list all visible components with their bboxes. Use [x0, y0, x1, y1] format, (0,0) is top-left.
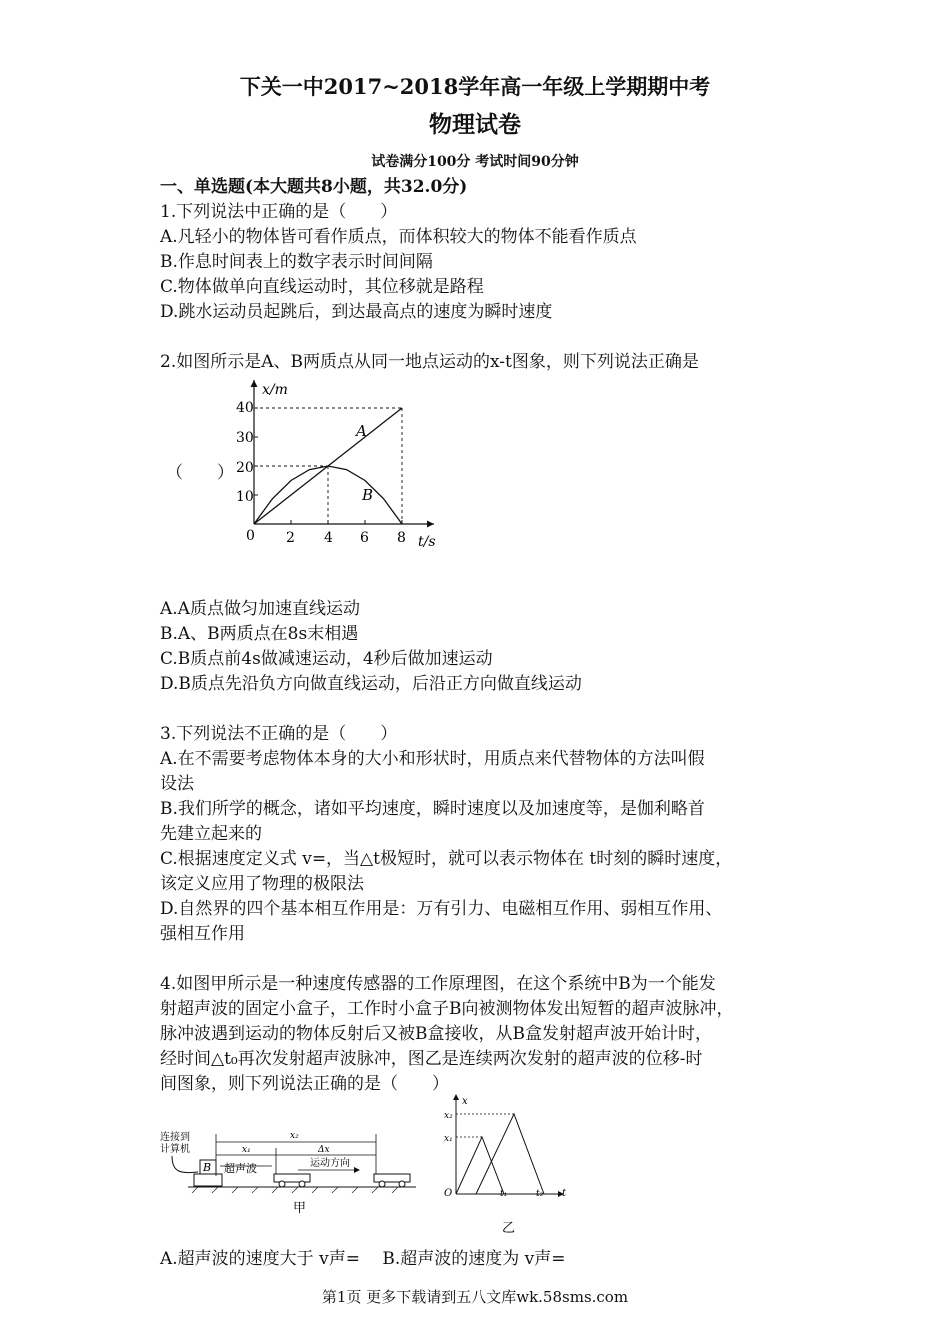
q1-option-d: D.跳水运动员起跳后，到达最高点的速度为瞬时速度 [160, 302, 553, 322]
figure-jia-label: 甲 [293, 1201, 307, 1216]
q3-option-b-cont: 先建立起来的 [160, 824, 262, 844]
ground-hatch [192, 1187, 398, 1193]
q2-option-b: B.A、B两质点在8s末相遇 [160, 624, 359, 644]
x1-label: x₁ [444, 1134, 453, 1144]
exam-title: 下关一中2017~2018学年高一年级上学期期中考 [239, 74, 711, 99]
origin-label: O [444, 1188, 453, 1199]
wheel [399, 1181, 405, 1187]
ground-block [194, 1174, 222, 1186]
cart-1 [274, 1174, 310, 1182]
q3-option-a-cont: 设法 [160, 774, 194, 794]
pulse-2 [476, 1114, 544, 1194]
q1-option-c: C.物体做单向直线运动时，其位移就是路程 [160, 277, 484, 297]
q4-text-line: 射超声波的固定小盒子，工作时小盒子B向被测物体发出短暂的超声波脉冲， [160, 999, 734, 1019]
x-tick-label: 8 [397, 530, 406, 546]
sensor-box-label: B [203, 1161, 212, 1174]
q3-option-a: A.在不需要考虑物体本身的大小和形状时，用质点来代替物体的方法叫假 [160, 749, 705, 769]
x-tick-label: 6 [360, 530, 369, 546]
y-tick-label: 10 [236, 489, 254, 505]
wave-label: 超声波 [224, 1162, 257, 1175]
q2-option-a: A.A质点做匀加速直线运动 [160, 599, 360, 619]
x2-label: x₂ [444, 1111, 453, 1121]
q2-option-d: D.B质点先沿负方向做直线运动，后沿正方向做直线运动 [160, 674, 582, 694]
t1-label: t₁ [500, 1189, 508, 1199]
series-a-label: A [356, 422, 367, 440]
x1-label: x₁ [242, 1145, 251, 1155]
q4-text-line: 经时间△t₀再次发射超声波脉冲，图乙是连续两次发射的超声波的位移-时 [160, 1049, 703, 1069]
connect-label: 连接到 [160, 1132, 190, 1143]
series-b-label: B [362, 486, 374, 504]
cable-line [172, 1156, 198, 1173]
exam-info: 试卷满分100分 考试时间90分钟 [371, 154, 579, 170]
x-axis-label: t [562, 1188, 567, 1199]
motion-label: 运动方向 [310, 1158, 350, 1169]
figure-jia [158, 1120, 420, 1220]
connect-label: 计算机 [160, 1144, 190, 1155]
wheel [279, 1181, 285, 1187]
exam-subject: 物理试卷 [429, 111, 521, 138]
y-axis-label: x [462, 1096, 468, 1107]
t2-label: t₂ [536, 1189, 544, 1199]
wheel [299, 1181, 305, 1187]
q3-option-d: D.自然界的四个基本相互作用是：万有引力、电磁相互作用、弱相互作用、 [160, 899, 723, 919]
figure-yi [440, 1092, 576, 1242]
q3-option-d-cont: 强相互作用 [160, 924, 245, 944]
page-footer: 第1页 更多下载请到五八文库wk.58sms.com [321, 1288, 629, 1306]
arrow-head [453, 1094, 459, 1100]
q4-text-line: 脉冲波遇到运动的物体反射后又被B盒接收，从B盒发射超声波开始计时， [160, 1024, 712, 1044]
x-axis-label: t/s [418, 534, 436, 550]
figure-yi-label: 乙 [502, 1221, 516, 1236]
section-heading: 一、单选题(本大题共8小题，共32.0分) [160, 177, 468, 197]
y-tick-label: 40 [236, 400, 254, 416]
y-tick-label: 30 [236, 430, 254, 446]
wheel [379, 1181, 385, 1187]
q1-option-b: B.作息时间表上的数字表示时间间隔 [160, 252, 433, 272]
x2-label: x₂ [290, 1131, 299, 1141]
origin-label: 0 [246, 528, 255, 544]
q2-stem: 2.如图所示是A、B两质点从同一地点运动的x-t图象，则下列说法正确是 [160, 352, 699, 372]
q4-text-line: 间图象，则下列说法正确的是（ ） [160, 1074, 449, 1094]
xt-chart [236, 374, 448, 552]
q3-option-c: C.根据速度定义式 v=，当△t极短时，就可以表示物体在 t时刻的瞬时速度， [160, 849, 733, 869]
y-axis-label: x/m [262, 382, 288, 398]
arrow-head [354, 1167, 360, 1173]
q2-option-c: C.B质点前4s做减速运动，4秒后做加速运动 [160, 649, 493, 669]
x-tick-label: 2 [286, 530, 295, 546]
q3-option-c-cont: 该定义应用了物理的极限法 [160, 874, 364, 894]
q2-answer-paren: （ ） [166, 463, 234, 483]
q3-stem: 3.下列说法不正确的是（ ） [160, 724, 398, 744]
y-tick-label: 20 [236, 460, 254, 476]
q1-stem: 1.下列说法中正确的是（ ） [160, 202, 398, 222]
q4-text-line: 4.如图甲所示是一种速度传感器的工作原理图，在这个系统中B为一个能发 [160, 974, 716, 994]
q1-option-a: A.凡轻小的物体皆可看作质点，而体积较大的物体不能看作质点 [160, 227, 637, 247]
q4-options: A.超声波的速度大于 v声= B.超声波的速度为 v声= [160, 1249, 566, 1269]
x-tick-label: 4 [324, 530, 333, 546]
cart-2 [374, 1174, 410, 1182]
q3-option-b: B.我们所学的概念，诸如平均速度，瞬时速度以及加速度等，是伽利略首 [160, 799, 705, 819]
dx-label: Δx [318, 1145, 330, 1155]
